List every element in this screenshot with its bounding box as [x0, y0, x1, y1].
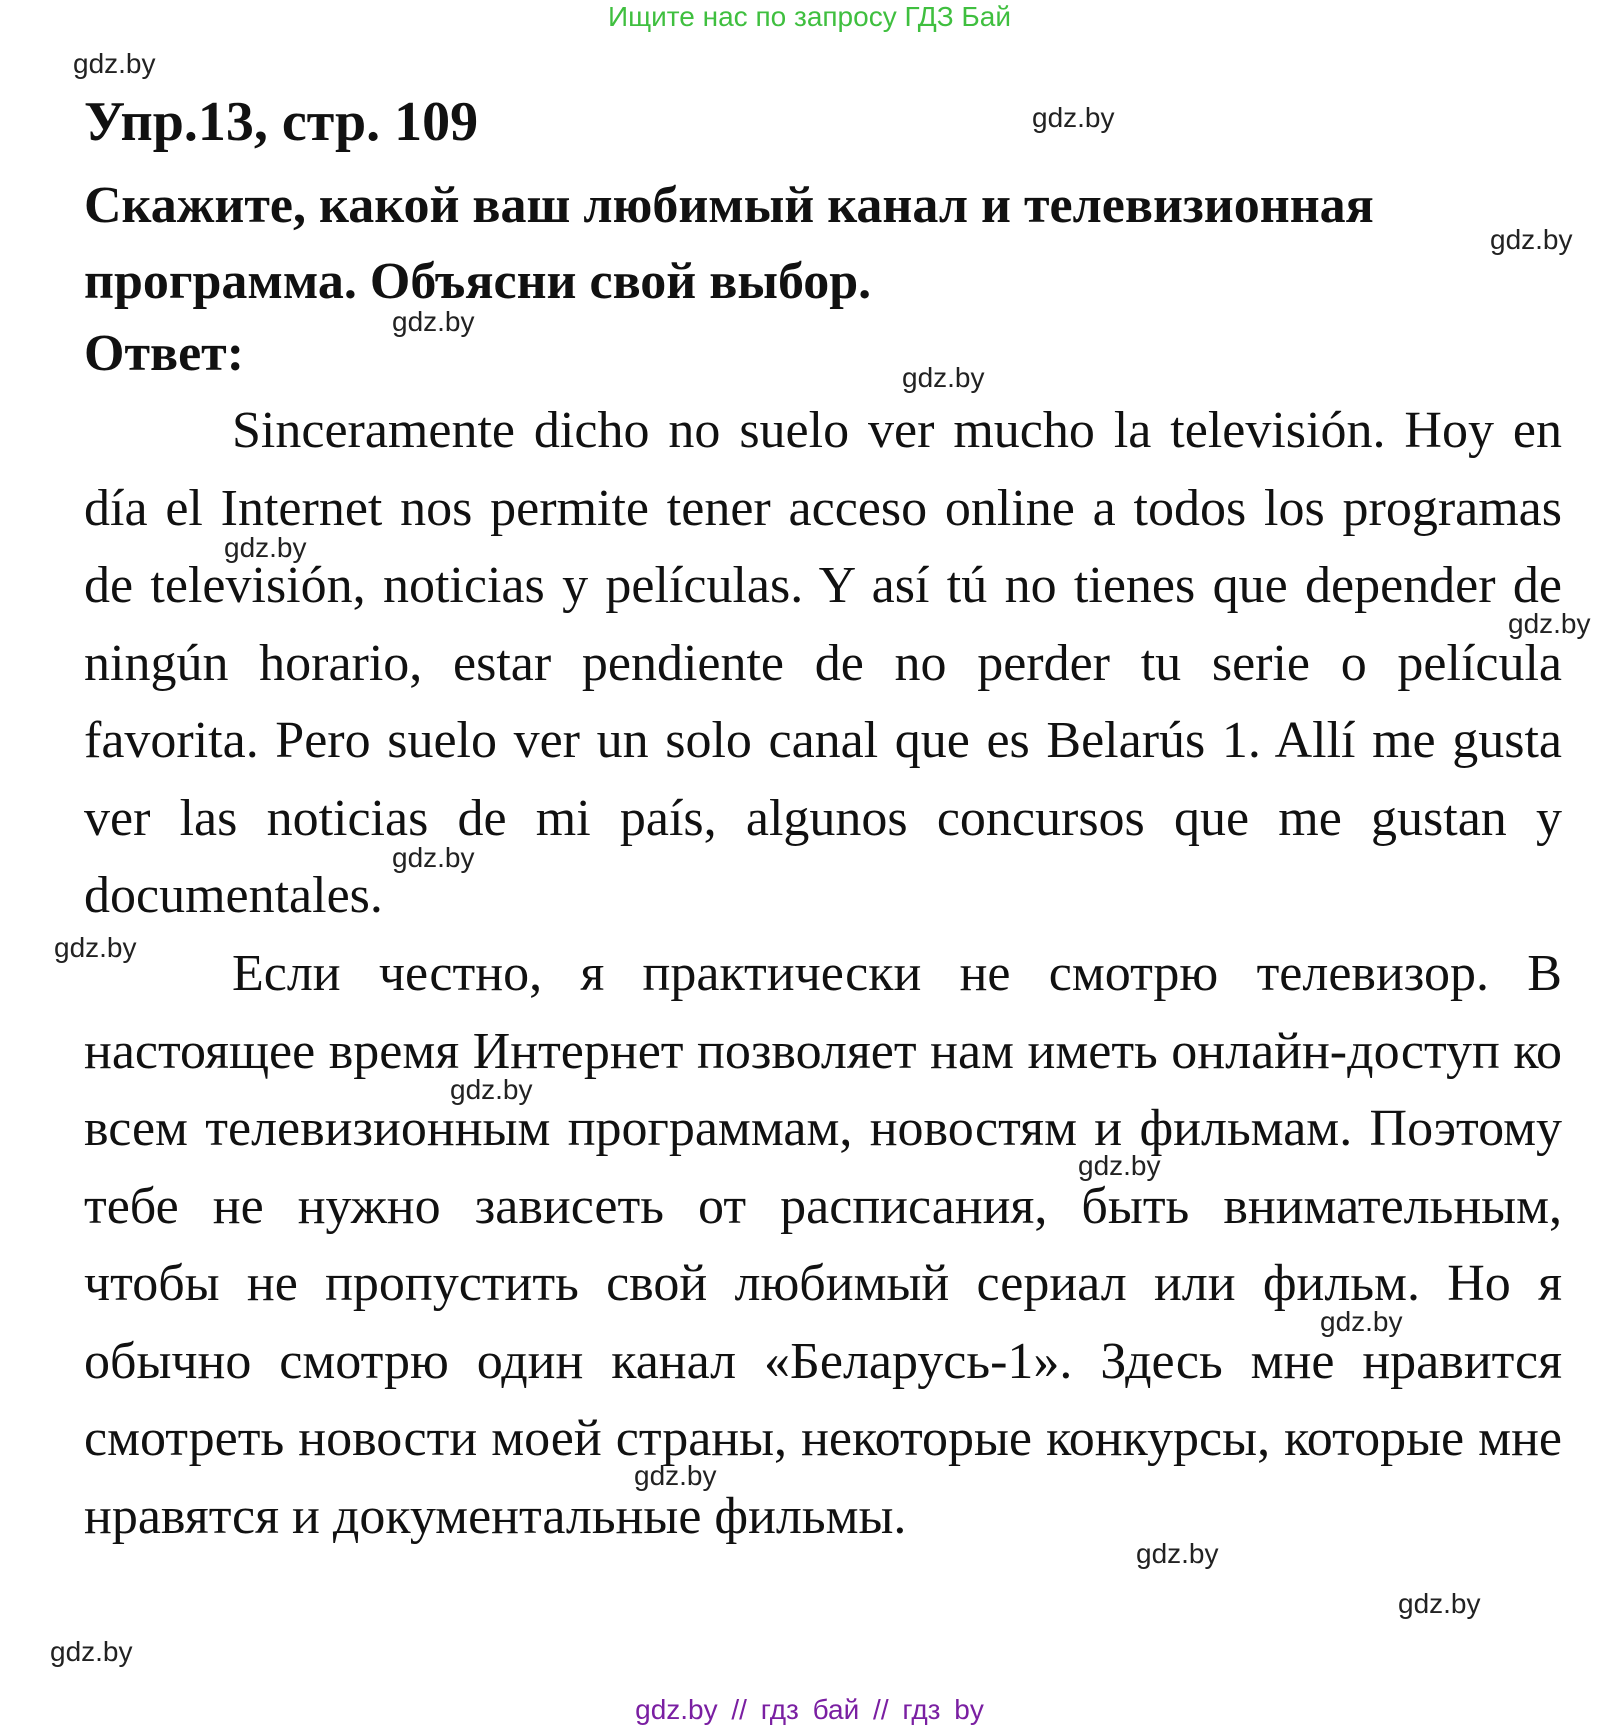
watermark: gdz.by	[1136, 1538, 1219, 1569]
watermark: gdz.by	[634, 1460, 717, 1491]
exercise-title: Упр.13, стр. 109	[84, 91, 479, 153]
watermark: gdz.by	[1508, 608, 1591, 639]
answer-paragraph-russian: Если честно, я практически не смотрю телевизор. В настоящее время Интернет позволяет нам иметь онлайн-доступ ко всем телевизионным программам, новостям и фильмам. Поэтому тебе не нужно зависеть от расписания, быть внимательным, чтобы не пропустить свой любимый сериал или фильм. Но я обычно смотрю один канал «Беларусь-1». Здесь мне нравится смотреть новости моей страны, некоторые конкурсы, которые мне нравятся и документальные фильмы.	[84, 945, 1562, 1545]
footer-links: gdz.by // гдз бай // гдз by	[635, 1694, 984, 1725]
watermark: gdz.by	[54, 932, 137, 963]
watermark: gdz.by	[73, 48, 156, 79]
search-banner: Ищите нас по запросу ГДЗ Бай	[607, 1, 1012, 32]
watermark: gdz.by	[902, 362, 985, 393]
watermark: gdz.by	[1032, 102, 1115, 133]
watermark: gdz.by	[224, 532, 307, 563]
watermark: gdz.by	[392, 306, 475, 337]
watermark: gdz.by	[1490, 224, 1573, 255]
watermark: gdz.by	[1078, 1150, 1161, 1181]
watermark: gdz.by	[450, 1074, 533, 1105]
answer-paragraph-spanish: Sinceramente dicho no suelo ver mucho la televisión. Hoy en día el Internet nos permite tener acceso online a todos los programas de televisión, noticias y películas. Y así tú no tienes que depender de ningún horario, estar pendiente de no perder tu serie o película favorita. Pero suelo ver un solo canal que es Belarús 1. Allí me gusta ver las noticias de mi país, algunos concursos que me gustan y documentales.	[84, 402, 1562, 924]
watermark: gdz.by	[1398, 1588, 1481, 1619]
answer-label: Ответ:	[84, 325, 245, 382]
watermark: gdz.by	[50, 1636, 133, 1667]
exercise-question: Скажите, какой ваш любимый канал и телевизионная программа. Объясни свой выбор.	[84, 177, 1374, 310]
watermark: gdz.by	[392, 842, 475, 873]
watermark: gdz.by	[1320, 1306, 1403, 1337]
